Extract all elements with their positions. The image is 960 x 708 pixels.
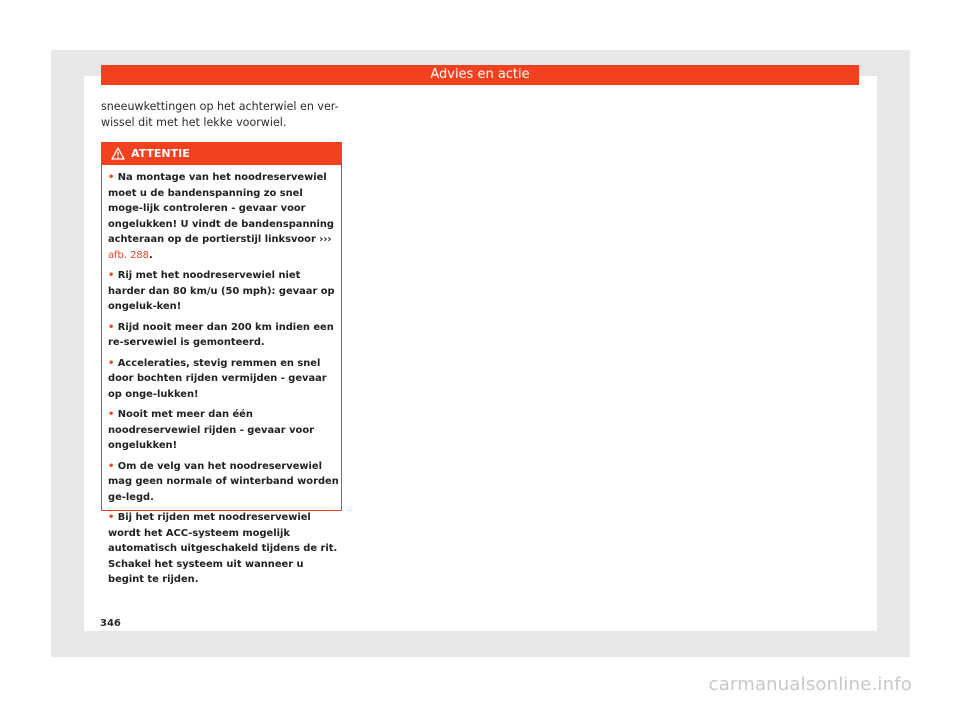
bullet-text: Na montage van het noodreservewiel moet u de bandenspanning zo snel moge-lijk controleren - gevaar voor ongelukken! U vindt de bandenspanning achteraan op de portierstijl linksvoor ››› (108, 172, 334, 245)
list-item (108, 170, 340, 263)
bullet-dot: • (108, 321, 115, 333)
list-item (108, 356, 340, 403)
warning-title: ATTENTIE (131, 147, 190, 160)
bullet-text: Om de velg van het noodreservewiel mag geen normale of winterband worden ge-legd. (108, 460, 339, 503)
bullet-text: Acceleraties, stevig remmen en snel door bochten rijden vermijden - gevaar op onge-lukken! (108, 357, 327, 400)
bullet-text: Rij met het noodreservewiel niet harder dan 80 km/u (50 mph): gevaar op ongeluk-ken! (108, 270, 335, 312)
warning-box (101, 142, 342, 585)
section-title: Advies en actie (430, 67, 530, 82)
warning-triangle-icon (111, 147, 125, 160)
warning-header (102, 143, 341, 165)
bullet-text: Bij het rijden met noodreservewiel wordt het ACC-systeem mogelijk automatisch uitgeschakeld tijdens de rit. Schakel het systeem uit wanneer u begint te rijden. (108, 512, 338, 585)
list-item (108, 407, 340, 454)
warning-list (108, 170, 340, 593)
bullet-dot: • (108, 409, 115, 420)
figure-reference-link[interactable]: afb. 288 (108, 249, 149, 261)
list-item (108, 459, 340, 506)
page-number: 346 (100, 618, 121, 629)
bullet-dot: • (108, 512, 115, 523)
intro-paragraph: sneeuwkettingen op het achterwiel en ver- wissel dit met het lekke voorwiel. (101, 100, 339, 129)
list-item (108, 320, 340, 351)
bullet-text: Rijd nooit meer dan 200 km indien een re-servewiel is gemonteerd. (108, 321, 334, 348)
bullet-dot: • (108, 172, 115, 183)
list-item (108, 510, 340, 588)
bullet-dot: • (108, 357, 115, 369)
section-header (101, 65, 859, 85)
bullet-dot: • (108, 270, 115, 281)
bullet-dot: • (108, 460, 115, 472)
list-item (108, 268, 340, 315)
bullet-text: Nooit met meer dan één noodreservewiel rijden - gevaar voor ongelukken! (108, 409, 314, 451)
watermark: carmanualsonline.info (708, 674, 912, 695)
bullet-text-end: . (148, 249, 153, 261)
